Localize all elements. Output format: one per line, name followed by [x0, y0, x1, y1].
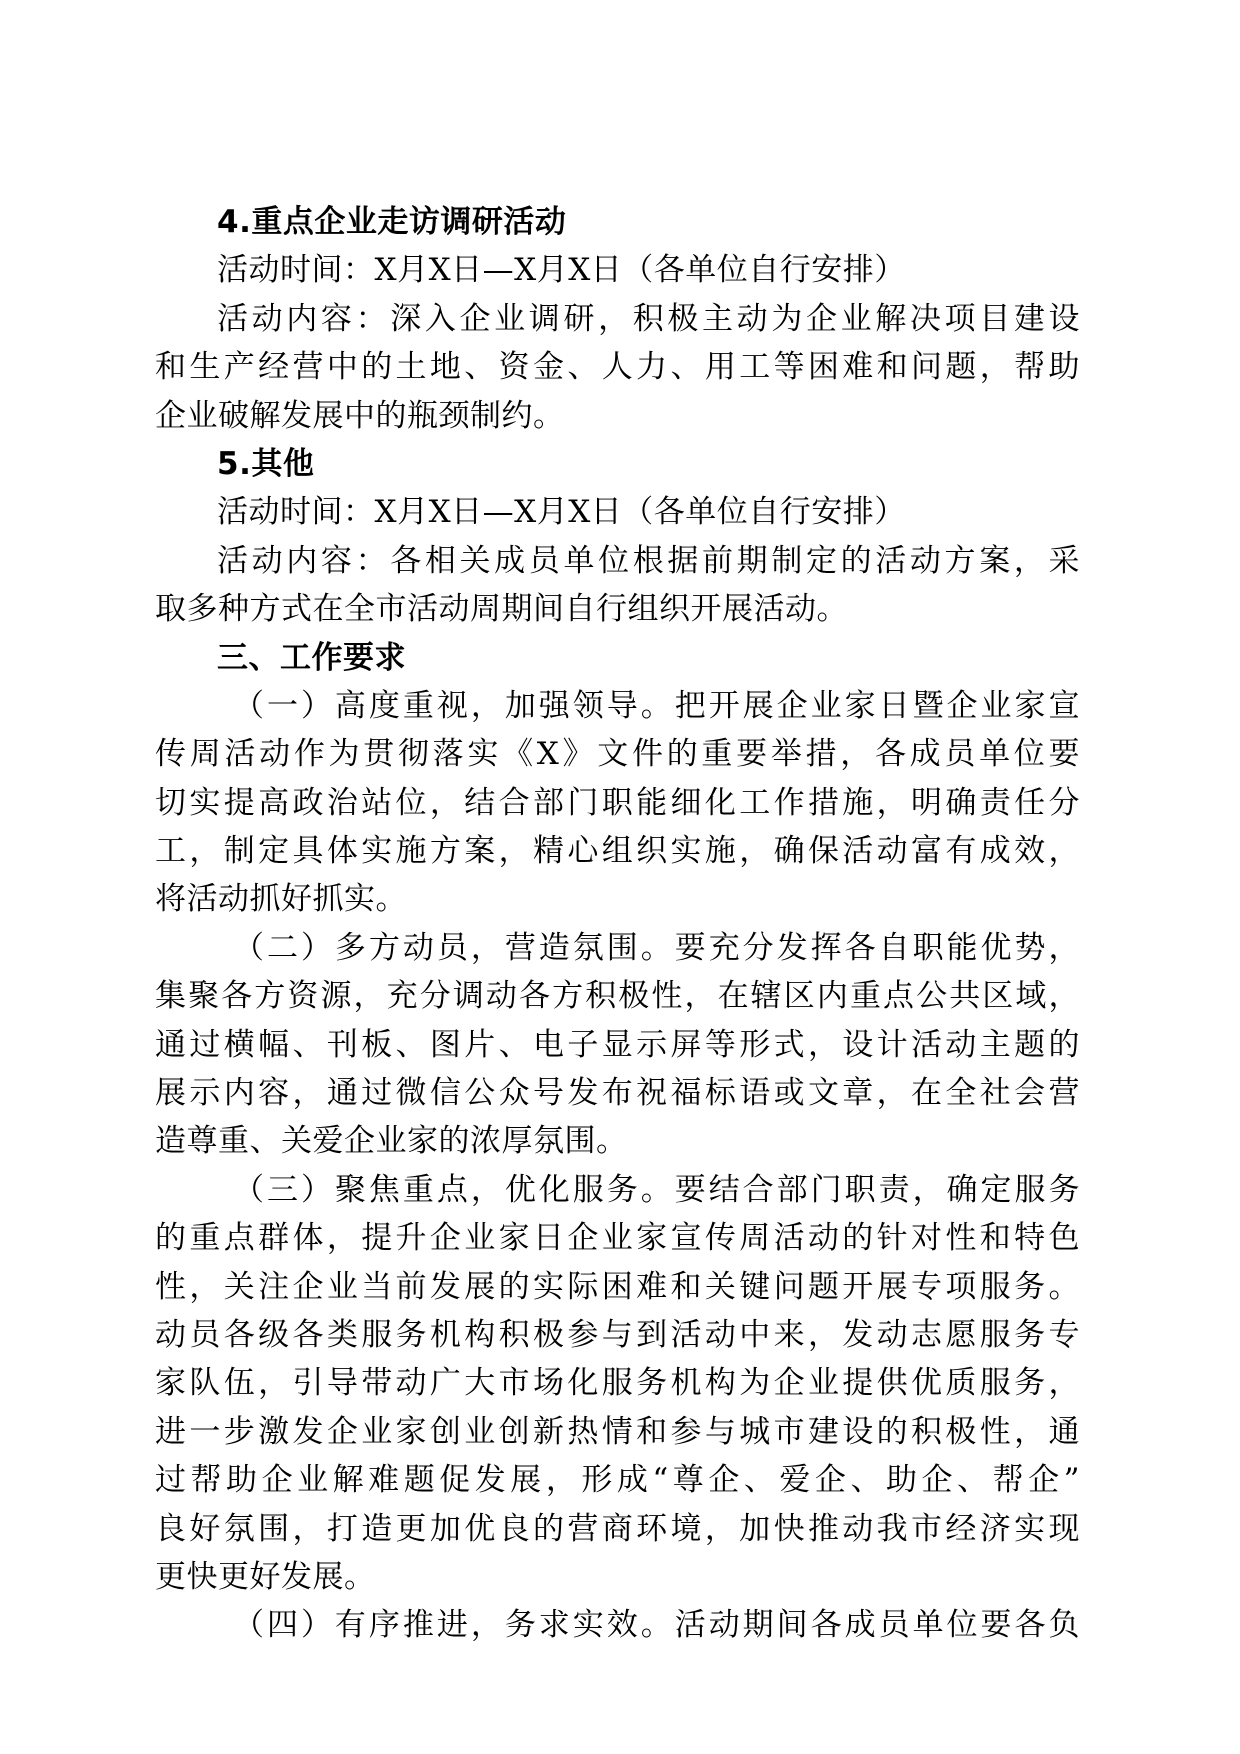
document-page — [155, 198, 1080, 1650]
text-line-r1-5: 将活动抓好抓实。 — [155, 881, 407, 918]
text-line-r1-3: 切实提高政治站位，结合部门职能细化工作措施，明确责任分 — [155, 784, 1080, 821]
text-line-s4-title: 4.重点企业走访调研活动 — [217, 204, 567, 240]
text-line-s5-title: 5.其他 — [217, 445, 315, 482]
text-line-r2-5: 造尊重、关爱企业家的浓厚氛围。 — [155, 1123, 628, 1160]
text-line-s4-content-1: 活动内容：深入企业调研，积极主动为企业解决项目建设 — [217, 300, 1080, 337]
text-line-r3-5: 家队伍，引导带动广大市场化服务机构为企业提供优质服务， — [155, 1365, 1080, 1402]
text-line-s4-content-2: 和生产经营中的土地、资金、人力、用工等困难和问题，帮助 — [155, 349, 1080, 386]
text-line-r4-1: （四）有序推进，务求实效。活动期间各成员单位要各负 — [233, 1607, 1080, 1644]
text-line-s5-content-1: 活动内容：各相关成员单位根据前期制定的活动方案，采 — [217, 542, 1080, 579]
text-line-r2-3: 通过横幅、刊板、图片、电子显示屏等形式，设计活动主题的 — [155, 1026, 1080, 1063]
text-line-r2-4: 展示内容，通过微信公众号发布祝福标语或文章，在全社会营 — [155, 1075, 1080, 1112]
text-line-r2-1: （二）多方动员，营造氛围。要充分发挥各自职能优势， — [233, 929, 1080, 966]
text-line-r3-3: 性，关注企业当前发展的实际困难和关键问题开展专项服务。 — [155, 1268, 1080, 1305]
text-line-r3-4: 动员各级各类服务机构积极参与到活动中来，发动志愿服务专 — [155, 1316, 1080, 1353]
text-line-s5-time: 活动时间：X月X日—X月X日（各单位自行安排） — [217, 494, 906, 531]
text-line-s4-content-3: 企业破解发展中的瓶颈制约。 — [155, 397, 565, 434]
text-line-r3-7: 过帮助企业解难题促发展，形成“尊企、爱企、助企、帮企” — [155, 1462, 1080, 1499]
text-line-r2-2: 集聚各方资源，充分调动各方积极性，在辖区内重点公共区域， — [155, 978, 1080, 1015]
text-line-r3-9: 更快更好发展。 — [155, 1558, 376, 1595]
text-line-r3-1: （三）聚焦重点，优化服务。要结合部门职责，确定服务 — [233, 1171, 1080, 1208]
text-line-part3-title: 三、工作要求 — [217, 639, 406, 676]
text-line-r3-2: 的重点群体，提升企业家日企业家宣传周活动的针对性和特色 — [155, 1220, 1080, 1257]
text-line-r1-1: （一）高度重视，加强领导。把开展企业家日暨企业家宣 — [233, 687, 1080, 724]
text-line-r1-4: 工，制定具体实施方案，精心组织实施，确保活动富有成效， — [155, 833, 1080, 870]
text-line-s4-time: 活动时间：X月X日—X月X日（各单位自行安排） — [217, 252, 906, 289]
text-line-r3-8: 良好氛围，打造更加优良的营商环境，加快推动我市经济实现 — [155, 1510, 1080, 1547]
text-line-r1-2: 传周活动作为贯彻落实《X》文件的重要举措，各成员单位要 — [155, 736, 1080, 773]
text-line-r3-6: 进一步激发企业家创业创新热情和参与城市建设的积极性，通 — [155, 1413, 1080, 1450]
text-line-s5-content-2: 取多种方式在全市活动周期间自行组织开展活动。 — [155, 591, 848, 628]
